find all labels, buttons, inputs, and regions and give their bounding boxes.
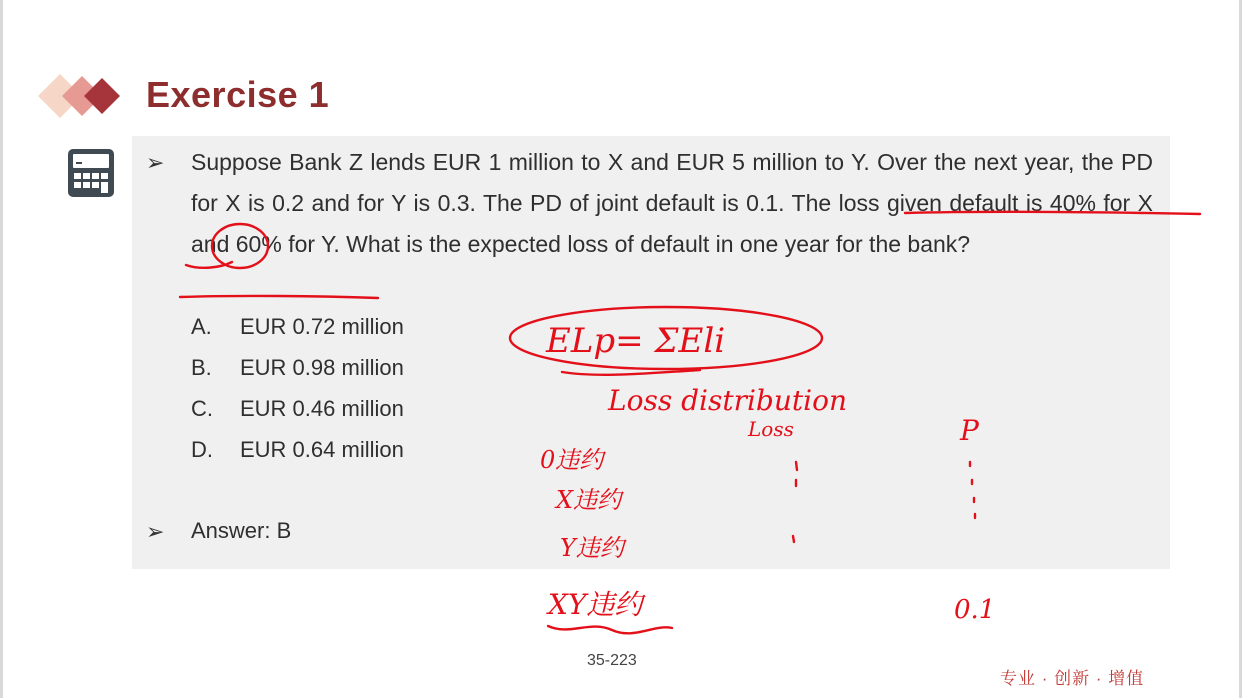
answer-text: Answer: B [191, 518, 292, 543]
joint-probability-value: 0.1 [954, 595, 996, 625]
loss-distribution-text: Loss distribution [608, 384, 847, 417]
frame-left-edge [0, 0, 3, 698]
option-letter: A. [191, 314, 212, 339]
bullet-arrow-icon: ➢ [146, 519, 165, 544]
calculator-icon [66, 148, 116, 198]
bullet-arrow-icon: ➢ [146, 150, 165, 175]
page-number: 35-223 [587, 652, 637, 669]
loss-column-header: Loss [748, 417, 794, 441]
row-y-default: Y违约 [560, 534, 624, 562]
option-c[interactable] [191, 396, 404, 422]
row-no-default: 0违约 [540, 446, 604, 474]
option-d[interactable] [191, 437, 404, 463]
option-text: EUR 0.98 million [240, 355, 404, 380]
question-text: Suppose Bank Z lends EUR 1 million to X and EUR 5 million to Y. Over the next year, the PD for X is 0.2 and for Y is 0.3. The PD of joint default is 0.1. The loss given default is 40% for X and 60% for Y. What is the expected loss of default in one year for the bank? [191, 149, 1153, 257]
slide-title: Exercise 1 [146, 74, 330, 115]
formula-text: ELp= ΣEli [546, 321, 726, 361]
diamond-logo-icon [36, 72, 126, 120]
p-column-header: P [960, 414, 979, 447]
option-letter: D. [191, 437, 213, 462]
option-b[interactable] [191, 355, 404, 381]
option-a[interactable] [191, 314, 404, 340]
option-text: EUR 0.46 million [240, 396, 404, 421]
option-text: EUR 0.64 million [240, 437, 404, 462]
underline-xy-default [548, 626, 672, 633]
option-text: EUR 0.72 million [240, 314, 404, 339]
footer-slogan: 专业 · 创新 · 增值 [1000, 669, 1145, 688]
option-letter: B. [191, 355, 212, 380]
option-letter: C. [191, 396, 213, 421]
row-xy-default: XY违约 [548, 588, 643, 621]
row-x-default: X违约 [556, 486, 622, 514]
